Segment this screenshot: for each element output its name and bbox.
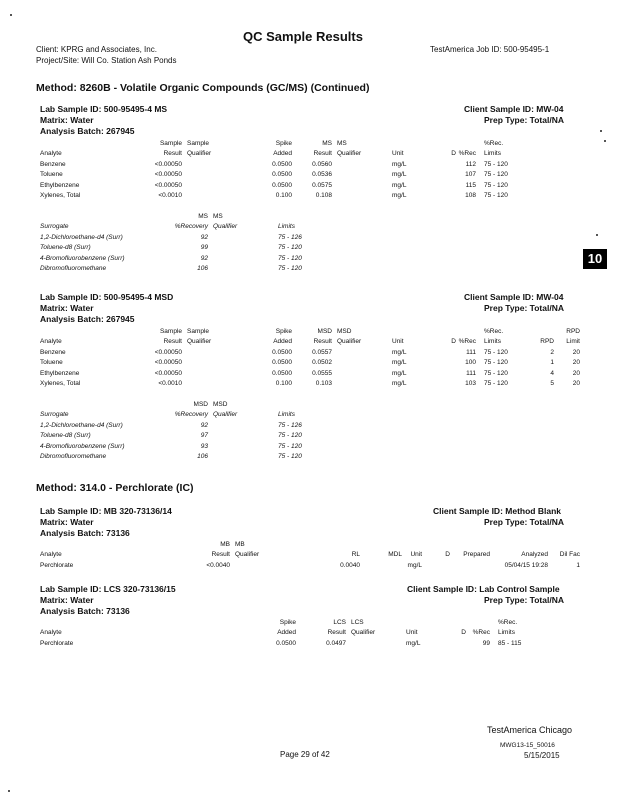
cell: 20 <box>572 359 580 367</box>
cell: 106 <box>197 453 208 461</box>
cell <box>332 191 382 202</box>
cell <box>430 358 456 369</box>
cell: 75 - 120 <box>484 359 508 367</box>
ms-prep-type: Prep Type: Total/NA <box>484 115 564 125</box>
page-title: QC Sample Results <box>243 29 363 44</box>
cell: 0.0040 <box>340 561 360 569</box>
cell: 111 <box>466 369 476 377</box>
cell: 103 <box>465 380 476 388</box>
cell: <0.0040 <box>206 561 230 569</box>
cell <box>332 368 382 379</box>
cell: 99 <box>482 639 490 647</box>
table-row <box>40 264 340 275</box>
col-header: Limits <box>484 338 501 346</box>
cell <box>360 560 402 571</box>
cell: 75 - 120 <box>278 265 302 273</box>
cell: <0.0010 <box>158 380 182 388</box>
table-header-row <box>40 628 580 639</box>
cell: Ethylbenzene <box>40 181 80 189</box>
cell: 0.0502 <box>312 359 332 367</box>
msd-prep-type: Prep Type: Total/NA <box>484 303 564 313</box>
cell: 0.100 <box>275 192 292 200</box>
cell: Toluene-d8 (Surr) <box>40 432 91 440</box>
cell: 0.0500 <box>272 348 292 356</box>
col-header: MS <box>213 212 223 220</box>
cell: <0.00050 <box>154 160 182 168</box>
cell: 0.0500 <box>276 639 296 647</box>
cell: 0.108 <box>315 192 332 200</box>
table-row <box>40 420 340 431</box>
col-header: Qualifier <box>235 551 260 559</box>
col-header: Qualifier <box>187 150 212 158</box>
cell: mg/L <box>392 369 407 377</box>
col-header: Result <box>313 150 332 158</box>
col-header: Sample <box>159 139 182 147</box>
table-row <box>40 638 580 649</box>
col-header: Unit <box>392 338 404 346</box>
col-header: Qualifier <box>337 338 362 346</box>
cell: Dibromofluoromethane <box>40 265 107 273</box>
col-header: Result <box>313 338 332 346</box>
cell: <0.00050 <box>154 359 182 367</box>
col-header: Result <box>327 629 346 637</box>
cell <box>430 159 456 170</box>
scan-speck <box>8 790 10 792</box>
col-header: Result <box>163 338 182 346</box>
cell: 1 <box>550 359 554 367</box>
table-row <box>40 243 340 254</box>
col-header: Added <box>273 150 292 158</box>
section-tab-marker: 10 <box>583 249 607 269</box>
table-row <box>40 452 340 463</box>
ms-client-sample-id: Client Sample ID: MW-04 <box>464 104 564 114</box>
cell <box>208 253 260 264</box>
col-header: Qualifier <box>213 223 238 231</box>
mb-prep-type: Prep Type: Total/NA <box>484 517 564 527</box>
cell: Dibromofluoromethane <box>40 453 107 461</box>
col-header: Analyte <box>40 551 62 559</box>
cell: 92 <box>200 233 208 241</box>
table-row <box>40 431 340 442</box>
cell <box>430 368 456 379</box>
footer-page-number: Page 29 of 42 <box>280 750 330 759</box>
cell <box>430 347 456 358</box>
cell <box>182 379 250 390</box>
cell: 75 - 120 <box>278 453 302 461</box>
cell: 92 <box>200 254 208 262</box>
cell <box>450 560 490 571</box>
cell <box>208 431 260 442</box>
cell: 75 - 120 <box>484 181 508 189</box>
table-row <box>40 191 580 202</box>
col-header: Limits <box>278 223 295 231</box>
cell: 4 <box>550 369 554 377</box>
cell: 75 - 120 <box>484 171 508 179</box>
table-header-row <box>40 149 580 160</box>
cell: <0.00050 <box>154 348 182 356</box>
cell: 0.0500 <box>272 160 292 168</box>
col-header: Added <box>277 629 296 637</box>
cell: <0.00050 <box>154 369 182 377</box>
cell: 93 <box>200 442 208 450</box>
ms-surrogate-table <box>40 211 340 274</box>
cell: 0.0536 <box>312 171 332 179</box>
cell: 4-Bromofluorobenzene (Surr) <box>40 442 125 450</box>
col-header: D <box>445 551 450 559</box>
cell: 20 <box>572 348 580 356</box>
cell: mg/L <box>406 639 421 647</box>
cell: <0.0010 <box>158 192 182 200</box>
mb-client-sample-id: Client Sample ID: Method Blank <box>433 506 561 516</box>
cell: mg/L <box>392 171 407 179</box>
lcs-analysis-batch: Analysis Batch: 73136 <box>40 606 130 616</box>
msd-results-table <box>40 326 580 389</box>
cell: 115 <box>465 181 476 189</box>
msd-lab-sample-id: Lab Sample ID: 500-95495-4 MSD <box>40 292 174 302</box>
table-header-row <box>40 410 340 421</box>
cell <box>332 358 382 369</box>
cell: 0.103 <box>315 380 332 388</box>
cell: 107 <box>465 171 476 179</box>
table-row <box>40 170 580 181</box>
cell <box>208 441 260 452</box>
col-header: MB <box>235 540 245 548</box>
cell <box>346 638 398 649</box>
cell: Ethylbenzene <box>40 369 80 377</box>
col-header: Dil Fac <box>559 551 580 559</box>
cell: mg/L <box>392 359 407 367</box>
cell <box>182 368 250 379</box>
cell: 75 - 120 <box>484 160 508 168</box>
mb-lab-sample-id: Lab Sample ID: MB 320-73136/14 <box>40 506 172 516</box>
cell: 75 - 120 <box>484 369 508 377</box>
cell: 0.0555 <box>312 369 332 377</box>
scan-speck <box>600 130 602 132</box>
cell: 111 <box>466 348 476 356</box>
col-header: Analyte <box>40 338 62 346</box>
scan-speck <box>604 140 606 142</box>
cell: 75 - 120 <box>278 432 302 440</box>
cell: mg/L <box>392 192 407 200</box>
col-header: D <box>461 629 466 637</box>
cell: 75 - 126 <box>278 233 302 241</box>
table-header-row <box>40 539 580 550</box>
table-header-row <box>40 617 580 628</box>
col-header: MB <box>220 540 230 548</box>
project-site-label: Project/Site: Will Co. Station Ash Ponds <box>36 56 177 65</box>
cell <box>208 264 260 275</box>
col-header: Qualifier <box>187 338 212 346</box>
cell: 75 - 120 <box>484 380 508 388</box>
col-header: Spike <box>275 327 292 335</box>
cell <box>430 180 456 191</box>
msd-surrogate-table <box>40 399 340 462</box>
cell <box>430 170 456 181</box>
cell: 0.0500 <box>272 369 292 377</box>
ms-results-table <box>40 138 580 201</box>
table-row <box>40 368 580 379</box>
footer-lab-name: TestAmerica Chicago <box>487 725 573 735</box>
footer-date: 5/15/2015 <box>524 751 560 760</box>
table-row <box>40 560 580 571</box>
cell: 100 <box>465 359 476 367</box>
cell: <0.00050 <box>154 181 182 189</box>
table-header-row <box>40 399 340 410</box>
lcs-matrix: Matrix: Water <box>40 595 94 605</box>
cell: 0.0497 <box>326 639 346 647</box>
col-header: Spike <box>279 618 296 626</box>
cell: 2 <box>550 348 554 356</box>
cell: <0.00050 <box>154 171 182 179</box>
cell: Xylenes, Total <box>40 380 81 388</box>
cell <box>332 170 382 181</box>
col-header: RPD <box>540 338 554 346</box>
cell: 75 - 120 <box>278 244 302 252</box>
col-header: Sample <box>187 327 210 335</box>
cell: 99 <box>200 244 208 252</box>
col-header: LCS <box>351 618 364 626</box>
col-header: Limit <box>566 338 580 346</box>
col-header: Limits <box>278 411 295 419</box>
col-header: MS <box>337 139 347 147</box>
col-header: Analyte <box>40 629 62 637</box>
table-header-row <box>40 550 580 561</box>
cell: 97 <box>200 432 208 440</box>
table-row <box>40 180 580 191</box>
msd-analysis-batch: Analysis Batch: 267945 <box>40 314 135 324</box>
cell: mg/L <box>407 561 422 569</box>
cell: 0.0500 <box>272 171 292 179</box>
table-header-row <box>40 222 340 233</box>
cell: Perchlorate <box>40 561 74 569</box>
cell: 20 <box>572 369 580 377</box>
table-row <box>40 358 580 369</box>
cell <box>438 638 466 649</box>
cell: Benzene <box>40 348 66 356</box>
cell: mg/L <box>392 348 407 356</box>
cell: 75 - 120 <box>278 442 302 450</box>
cell <box>332 379 382 390</box>
cell <box>208 452 260 463</box>
cell <box>182 191 250 202</box>
col-header: %Rec <box>458 150 476 158</box>
col-header: MDL <box>388 551 402 559</box>
cell: 1,2-Dichloroethane-d4 (Surr) <box>40 233 123 241</box>
cell: Benzene <box>40 160 66 168</box>
col-header: Surrogate <box>40 223 69 231</box>
col-header: %Rec <box>472 629 490 637</box>
cell <box>208 243 260 254</box>
table-row <box>40 232 340 243</box>
cell: 92 <box>200 421 208 429</box>
cell: 75 - 126 <box>278 421 302 429</box>
col-header: %Rec. <box>498 618 518 626</box>
ms-matrix: Matrix: Water <box>40 115 94 125</box>
mb-matrix: Matrix: Water <box>40 517 94 527</box>
col-header: Qualifier <box>213 411 238 419</box>
cell <box>230 560 282 571</box>
cell: 0.0560 <box>312 160 332 168</box>
col-header: RL <box>351 551 360 559</box>
col-header: Sample <box>187 139 210 147</box>
cell: 05/04/15 19:28 <box>504 561 548 569</box>
col-header: Analyzed <box>521 551 548 559</box>
col-header: Sample <box>159 327 182 335</box>
col-header: Limits <box>484 150 501 158</box>
col-header: %Recovery <box>174 411 208 419</box>
job-id-label: TestAmerica Job ID: 500-95495-1 <box>430 45 550 54</box>
cell: 108 <box>465 192 476 200</box>
col-header: Unit <box>410 551 422 559</box>
col-header: Added <box>273 338 292 346</box>
table-row <box>40 379 580 390</box>
col-header: Spike <box>275 139 292 147</box>
cell: 75 - 120 <box>484 192 508 200</box>
cell <box>430 191 456 202</box>
cell: mg/L <box>392 380 407 388</box>
mb-analysis-batch: Analysis Batch: 73136 <box>40 528 130 538</box>
table-row <box>40 347 580 358</box>
msd-client-sample-id: Client Sample ID: MW-04 <box>464 292 564 302</box>
cell: 5 <box>550 380 554 388</box>
table-header-row <box>40 211 340 222</box>
col-header: Prepared <box>463 551 490 559</box>
cell <box>430 379 456 390</box>
table-row <box>40 441 340 452</box>
col-header: MS <box>322 139 332 147</box>
cell: 0.0557 <box>312 348 332 356</box>
lcs-lab-sample-id: Lab Sample ID: LCS 320-73136/15 <box>40 584 176 594</box>
col-header: MSD <box>213 400 228 408</box>
cell <box>332 347 382 358</box>
cell: 75 - 120 <box>278 254 302 262</box>
cell: 1 <box>576 561 580 569</box>
cell <box>332 180 382 191</box>
cell: 85 - 115 <box>498 639 522 647</box>
cell: 20 <box>572 380 580 388</box>
cell: Toluene <box>40 171 63 179</box>
cell <box>422 560 450 571</box>
cell: 0.0500 <box>272 359 292 367</box>
col-header: MSD <box>337 327 352 335</box>
method-8260b-title: Method: 8260B - Volatile Organic Compounds (GC/MS) (Continued) <box>36 82 370 94</box>
cell <box>332 159 382 170</box>
table-header-row <box>40 337 580 348</box>
cell <box>182 170 250 181</box>
client-label: Client: KPRG and Associates, Inc. <box>36 45 157 54</box>
col-header: Unit <box>406 629 418 637</box>
table-header-row <box>40 326 580 337</box>
cell <box>182 159 250 170</box>
col-header: Result <box>163 150 182 158</box>
scan-speck <box>596 234 598 236</box>
cell: Xylenes, Total <box>40 192 81 200</box>
col-header: %Rec. <box>484 139 504 147</box>
col-header: Qualifier <box>337 150 362 158</box>
ms-analysis-batch: Analysis Batch: 267945 <box>40 126 135 136</box>
mb-results-table <box>40 539 580 571</box>
col-header: %Rec <box>458 338 476 346</box>
cell <box>208 232 260 243</box>
col-header: MSD <box>317 327 332 335</box>
col-header: %Rec. <box>484 327 504 335</box>
table-header-row <box>40 138 580 149</box>
col-header: Analyte <box>40 150 62 158</box>
col-header: Limits <box>498 629 515 637</box>
cell: mg/L <box>392 181 407 189</box>
col-header: D <box>451 150 456 158</box>
table-row <box>40 253 340 264</box>
cell: 106 <box>197 265 208 273</box>
cell <box>182 358 250 369</box>
cell: 0.100 <box>275 380 292 388</box>
col-header: D <box>451 338 456 346</box>
col-header: %Recovery <box>174 223 208 231</box>
cell: 0.0575 <box>312 181 332 189</box>
cell: 1,2-Dichloroethane-d4 (Surr) <box>40 421 123 429</box>
msd-matrix: Matrix: Water <box>40 303 94 313</box>
cell <box>182 180 250 191</box>
cell <box>208 420 260 431</box>
col-header: Unit <box>392 150 404 158</box>
col-header: MS <box>198 212 208 220</box>
col-header: Surrogate <box>40 411 69 419</box>
cell: 112 <box>465 160 476 168</box>
ms-lab-sample-id: Lab Sample ID: 500-95495-4 MS <box>40 104 168 114</box>
cell: 0.0500 <box>272 181 292 189</box>
col-header: Result <box>211 551 230 559</box>
cell: Toluene-d8 (Surr) <box>40 244 91 252</box>
cell: 4-Bromofluorobenzene (Surr) <box>40 254 125 262</box>
col-header: RPD <box>566 327 580 335</box>
cell: mg/L <box>392 160 407 168</box>
lcs-results-table <box>40 617 580 649</box>
scan-speck <box>10 14 12 16</box>
col-header: MSD <box>193 400 208 408</box>
cell: Perchlorate <box>40 639 74 647</box>
table-row <box>40 159 580 170</box>
cell: 75 - 120 <box>484 348 508 356</box>
footer-document-code: MWG13-15_50016 <box>500 742 555 749</box>
col-header: Qualifier <box>351 629 376 637</box>
method-314-title: Method: 314.0 - Perchlorate (IC) <box>36 482 194 494</box>
col-header: LCS <box>333 618 346 626</box>
cell: Toluene <box>40 359 63 367</box>
lcs-client-sample-id: Client Sample ID: Lab Control Sample <box>407 584 560 594</box>
cell <box>182 347 250 358</box>
lcs-prep-type: Prep Type: Total/NA <box>484 595 564 605</box>
